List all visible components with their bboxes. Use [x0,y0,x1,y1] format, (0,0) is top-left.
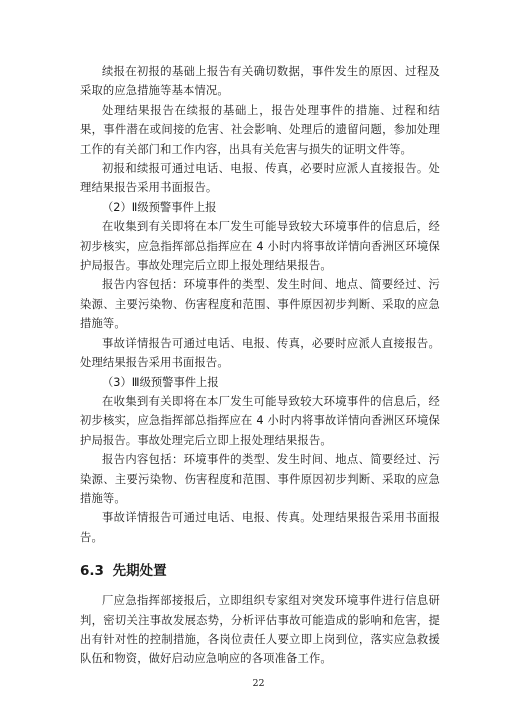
paragraph-level-2-collection: 在收集到有关即将在本厂发生可能导致较大环境事件的信息后，经初步核实，应急指挥部总指挥应在 4 小时内将事故详情向香洲区环境保护局报告。事故处理完后立即上报处理结果报告。 [80,220,440,273]
page-number: 22 [252,678,265,689]
section-number: 6.3 [80,563,104,580]
paragraph-initial-response: 厂应急指挥部接报后，立即组织专家组对突发环境事件进行信息研判，密切关注事故发展态势，分析评估事故可能造成的影响和危害，提出有针对性的控制措施，各岗位责任人要立即上岗到位，落实应急救援队伍和物资，做好启动应急响应的各项准备工作。 [80,594,440,666]
section-title: 先期处置 [112,563,167,580]
section-heading [80,561,440,581]
paragraph-followup-report: 续报在初报的基础上报告有关确切数据，事件发生的原因、过程及采取的应急措施等基本情况。 [80,65,440,98]
paragraph-report-methods: 初报和续报可通过电话、电报、传真，必要时应派人直接报告。处理结果报告采用书面报告。 [80,162,440,195]
page-content [80,62,440,669]
paragraph-level-2-methods: 事故详情报告可通过电话、电报、传真，必要时应派人直接报告。处理结果报告采用书面报告。 [80,336,440,370]
subheading-level-3-warning: （3）Ⅲ级预警事件上报 [102,375,219,389]
paragraph-result-report: 处理结果报告在续报的基础上，报告处理事件的措施、过程和结果，事件潜在或间接的危害、社会影响、处理后的遗留问题，参加处理工作的有关部门和工作内容，出具有关危害与损失的证明文件等。 [80,103,440,156]
paragraph-level-2-contents: 报告内容包括：环境事件的类型、发生时间、地点、简要经过、污染源、主要污染物、伤害程度和范围、事件原因初步判断、采取的应急措施等。 [80,278,440,331]
paragraph-level-3-collection: 在收集到有关即将在本厂发生可能导致较大环境事件的信息后，经初步核实，应急指挥部总指挥应在 4 小时内将事故详情向香洲区环境保护局报告。事故处理完后立即上报处理结果报告。 [80,394,440,447]
subheading-level-2-warning: （2）Ⅱ级预警事件上报 [102,200,217,214]
paragraph-level-3-methods: 事故详情报告可通过电话、电报、传真。处理结果报告采用书面报告。 [80,511,440,544]
paragraph-level-3-contents: 报告内容包括：环境事件的类型、发生时间、地点、简要经过、污染源、主要污染物、伤害程度和范围、事件原因初步判断、采取的应急措施等。 [80,453,440,505]
